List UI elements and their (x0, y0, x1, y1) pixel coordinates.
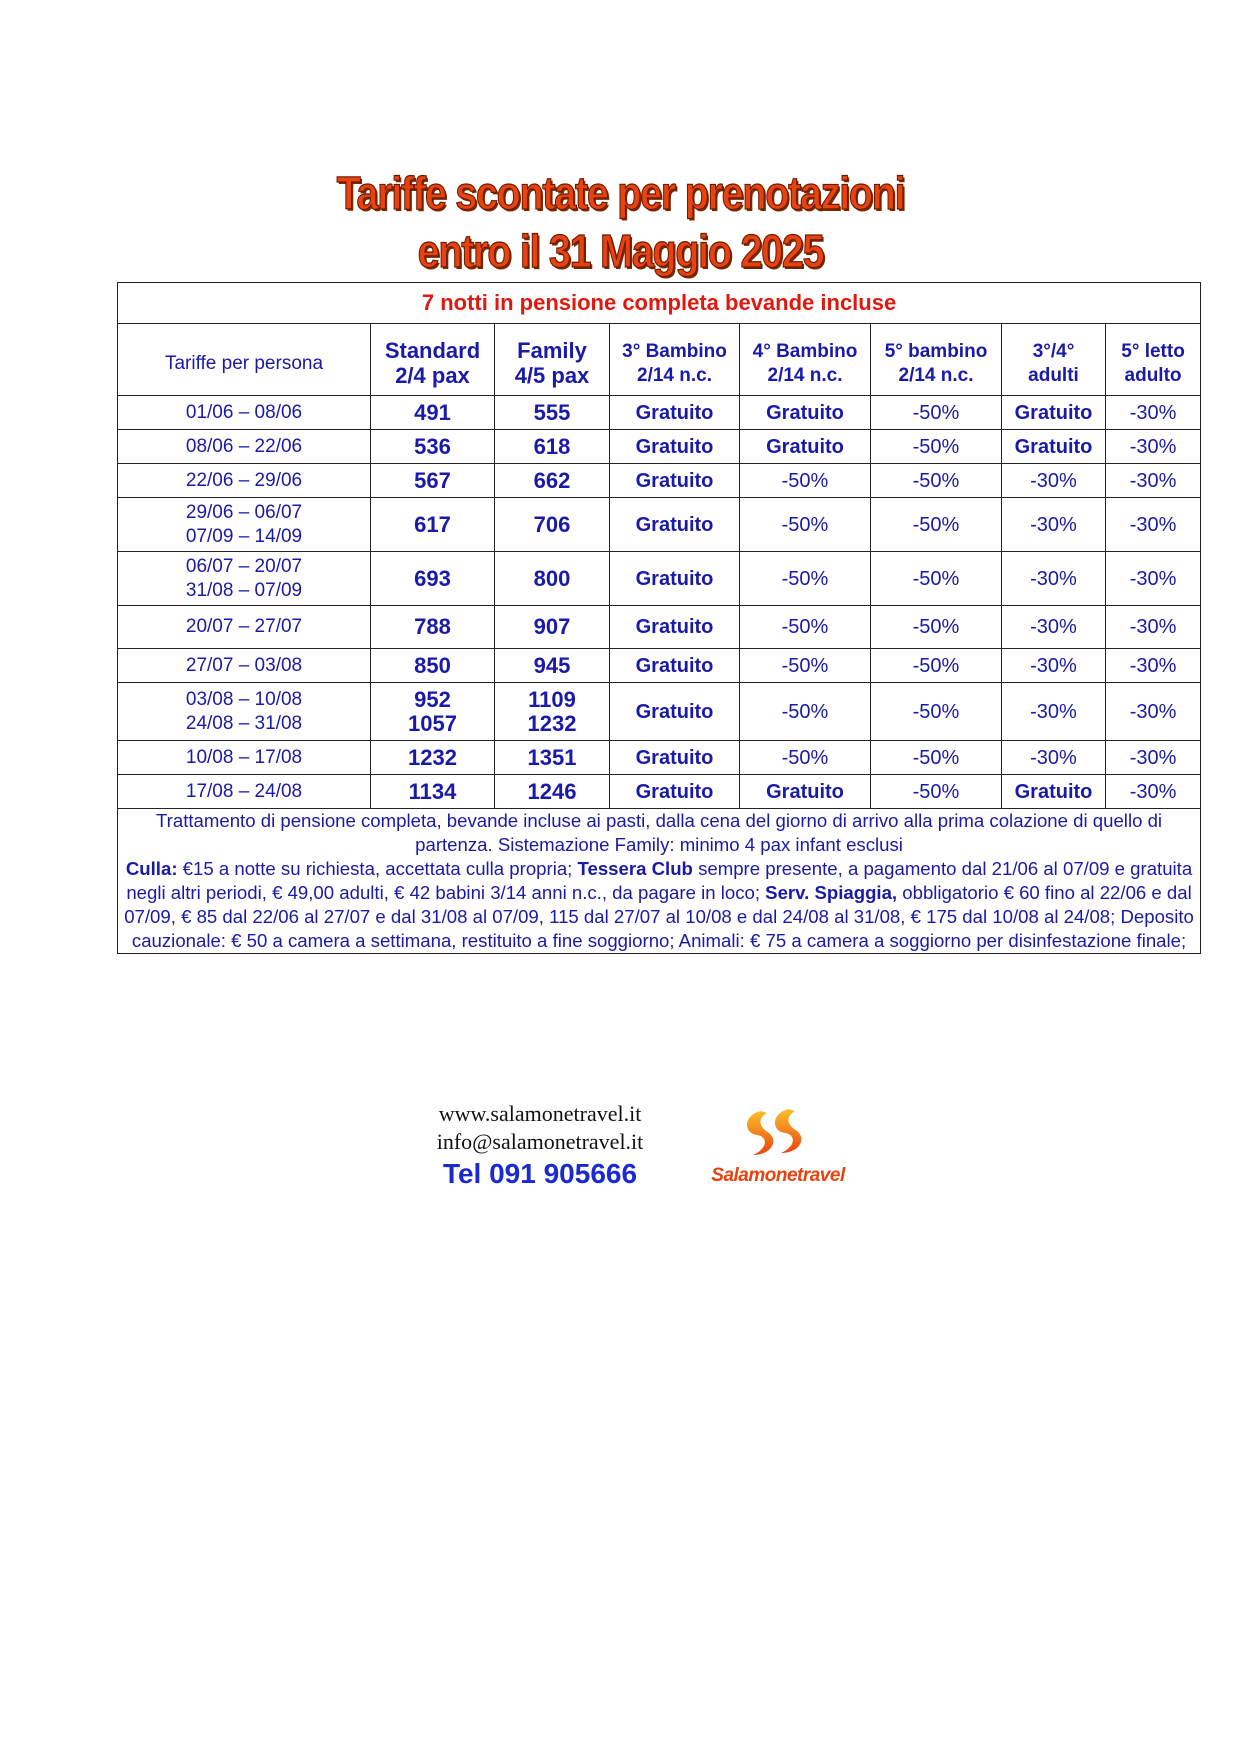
website-link[interactable]: www.salamonetravel.it (438, 1101, 642, 1126)
cell-child-3: Gratuito (610, 430, 740, 464)
cell-standard-price: 693 (371, 552, 495, 606)
cell-adult-5: -30% (1106, 649, 1201, 683)
cell-adult-5: -30% (1106, 498, 1201, 552)
cell-adults-3-4: -30% (1002, 649, 1106, 683)
cell-period: 01/06 – 08/06 (118, 396, 371, 430)
cell-child-5: -50% (871, 552, 1002, 606)
cell-child-5: -50% (871, 775, 1002, 809)
cell-adult-5: -30% (1106, 606, 1201, 649)
notes-tessera-text: sempre presente, a pagamento dal 21/06 al 07/09 e gratuita negli altri periodi, € 49,00 adulti, € 42 babini 3/14 anni n.c., da pagare in loco; (126, 858, 1193, 903)
cell-standard-price: 952 1057 (371, 683, 495, 741)
cell-family-price: 706 (495, 498, 610, 552)
table-row (118, 396, 1201, 430)
cell-family-price: 618 (495, 430, 610, 464)
cell-adults-3-4: Gratuito (1002, 775, 1106, 809)
table-caption: 7 notti in pensione completa bevande incluse (118, 283, 1201, 324)
cell-child-4: -50% (740, 464, 871, 498)
cell-adults-3-4: -30% (1002, 498, 1106, 552)
cell-period: 17/08 – 24/08 (118, 775, 371, 809)
headline-line-2: entro il 31 Maggio 2025 (417, 225, 824, 277)
cell-family-price: 1246 (495, 775, 610, 809)
rates-table (117, 282, 1201, 954)
cell-standard-price: 1134 (371, 775, 495, 809)
notes-spiaggia-label: Serv. Spiaggia, (765, 882, 898, 903)
cell-adults-3-4: Gratuito (1002, 396, 1106, 430)
header-adult-5: 5° letto adulto (1106, 324, 1201, 396)
cell-adult-5: -30% (1106, 552, 1201, 606)
headline-line-1: Tariffe scontate per prenotazioni (336, 167, 905, 219)
cell-period: 20/07 – 27/07 (118, 606, 371, 649)
cell-adult-5: -30% (1106, 396, 1201, 430)
cell-child-3: Gratuito (610, 775, 740, 809)
cell-period: 10/08 – 17/08 (118, 741, 371, 775)
cell-adults-3-4: Gratuito (1002, 430, 1106, 464)
cell-child-4: -50% (740, 606, 871, 649)
cell-child-3: Gratuito (610, 552, 740, 606)
header-adults-3-4: 3°/4° adulti (1002, 324, 1106, 396)
cell-adults-3-4: -30% (1002, 683, 1106, 741)
notes-culla-text: €15 a notte su richiesta, accettata culla propria; (177, 858, 578, 879)
phone-number: Tel 091 905666 (442, 1158, 638, 1189)
cell-family-price: 800 (495, 552, 610, 606)
cell-child-4: -50% (740, 741, 871, 775)
cell-child-5: -50% (871, 741, 1002, 775)
cell-adult-5: -30% (1106, 464, 1201, 498)
cell-adult-5: -30% (1106, 741, 1201, 775)
cell-child-4: Gratuito (740, 430, 871, 464)
cell-period: 06/07 – 20/07 31/08 – 07/09 (118, 552, 371, 606)
table-row (118, 464, 1201, 498)
header-period: Tariffe per persona (118, 324, 371, 396)
cell-child-3: Gratuito (610, 498, 740, 552)
cell-child-5: -50% (871, 430, 1002, 464)
cell-child-3: Gratuito (610, 683, 740, 741)
logo-text: Salamonetravel (711, 1165, 845, 1186)
header-family: Family 4/5 pax (495, 324, 610, 396)
contact-block (380, 1100, 700, 1192)
cell-period: 22/06 – 29/06 (118, 464, 371, 498)
header-standard: Standard 2/4 pax (371, 324, 495, 396)
cell-standard-price: 536 (371, 430, 495, 464)
cell-period: 29/06 – 06/07 07/09 – 14/09 (118, 498, 371, 552)
headline (87, 164, 1154, 280)
header-child-3: 3° Bambino 2/14 n.c. (610, 324, 740, 396)
cell-child-3: Gratuito (610, 649, 740, 683)
caption-row (118, 283, 1201, 324)
cell-child-5: -50% (871, 683, 1002, 741)
header-child-4: 4° Bambino 2/14 n.c. (740, 324, 871, 396)
cell-period: 27/07 – 03/08 (118, 649, 371, 683)
notes-intro: Trattamento di pensione completa, bevande incluse ai pasti, dalla cena del giorno di arrivo alla prima colazione di quello di partenza. Sistemazione Family: minimo 4 pax infant esclusi (156, 810, 1163, 855)
header-child-5: 5° bambino 2/14 n.c. (871, 324, 1002, 396)
notes-spiaggia-text: obbligatorio € 60 fino al 22/06 e dal 07/09, € 85 dal 22/06 al 27/07 e dal 31/08 al 07/09, 115 dal 27/07 al 10/08 e dal 24/08 al 31/08, € 175 dal 10/08 al 24/08; Deposito cauzionale: € 50 a camera a settimana, restituito a fine soggiorno; Animali: € 75 a camera a soggiorno per disinfestazione finale; (124, 882, 1194, 951)
cell-child-5: -50% (871, 498, 1002, 552)
cell-period: 03/08 – 10/08 24/08 – 31/08 (118, 683, 371, 741)
cell-child-5: -50% (871, 396, 1002, 430)
cell-child-4: Gratuito (740, 396, 871, 430)
cell-child-5: -50% (871, 649, 1002, 683)
header-row (118, 324, 1201, 396)
table-row (118, 775, 1201, 809)
cell-child-3: Gratuito (610, 741, 740, 775)
cell-child-5: -50% (871, 464, 1002, 498)
cell-child-4: -50% (740, 498, 871, 552)
table-row (118, 683, 1201, 741)
cell-standard-price: 617 (371, 498, 495, 552)
notes-row (118, 809, 1201, 954)
cell-standard-price: 1232 (371, 741, 495, 775)
cell-standard-price: 567 (371, 464, 495, 498)
cell-child-3: Gratuito (610, 396, 740, 430)
cell-child-4: -50% (740, 552, 871, 606)
cell-adult-5: -30% (1106, 775, 1201, 809)
email-link[interactable]: info@salamonetravel.it (436, 1129, 644, 1154)
notes-cell (118, 809, 1201, 954)
cell-family-price: 662 (495, 464, 610, 498)
cell-adult-5: -30% (1106, 683, 1201, 741)
cell-child-4: Gratuito (740, 775, 871, 809)
table-row (118, 649, 1201, 683)
cell-family-price: 907 (495, 606, 610, 649)
cell-child-4: -50% (740, 649, 871, 683)
cell-family-price: 945 (495, 649, 610, 683)
notes-tessera-label: Tessera Club (577, 858, 693, 879)
table-row (118, 430, 1201, 464)
cell-adults-3-4: -30% (1002, 464, 1106, 498)
cell-child-4: -50% (740, 683, 871, 741)
cell-adults-3-4: -30% (1002, 741, 1106, 775)
cell-family-price: 555 (495, 396, 610, 430)
table-row (118, 606, 1201, 649)
notes-culla-label: Culla: (125, 858, 178, 879)
cell-child-5: -50% (871, 606, 1002, 649)
cell-adults-3-4: -30% (1002, 552, 1106, 606)
table-row (118, 498, 1201, 552)
salamone-travel-logo (693, 1105, 863, 1195)
cell-standard-price: 850 (371, 649, 495, 683)
cell-child-3: Gratuito (610, 606, 740, 649)
table-row (118, 741, 1201, 775)
cell-adults-3-4: -30% (1002, 606, 1106, 649)
cell-standard-price: 788 (371, 606, 495, 649)
cell-period: 08/06 – 22/06 (118, 430, 371, 464)
cell-adult-5: -30% (1106, 430, 1201, 464)
cell-family-price: 1109 1232 (495, 683, 610, 741)
cell-family-price: 1351 (495, 741, 610, 775)
logo-mark-icon (693, 1105, 863, 1167)
table-row (118, 552, 1201, 606)
cell-child-3: Gratuito (610, 464, 740, 498)
cell-standard-price: 491 (371, 396, 495, 430)
